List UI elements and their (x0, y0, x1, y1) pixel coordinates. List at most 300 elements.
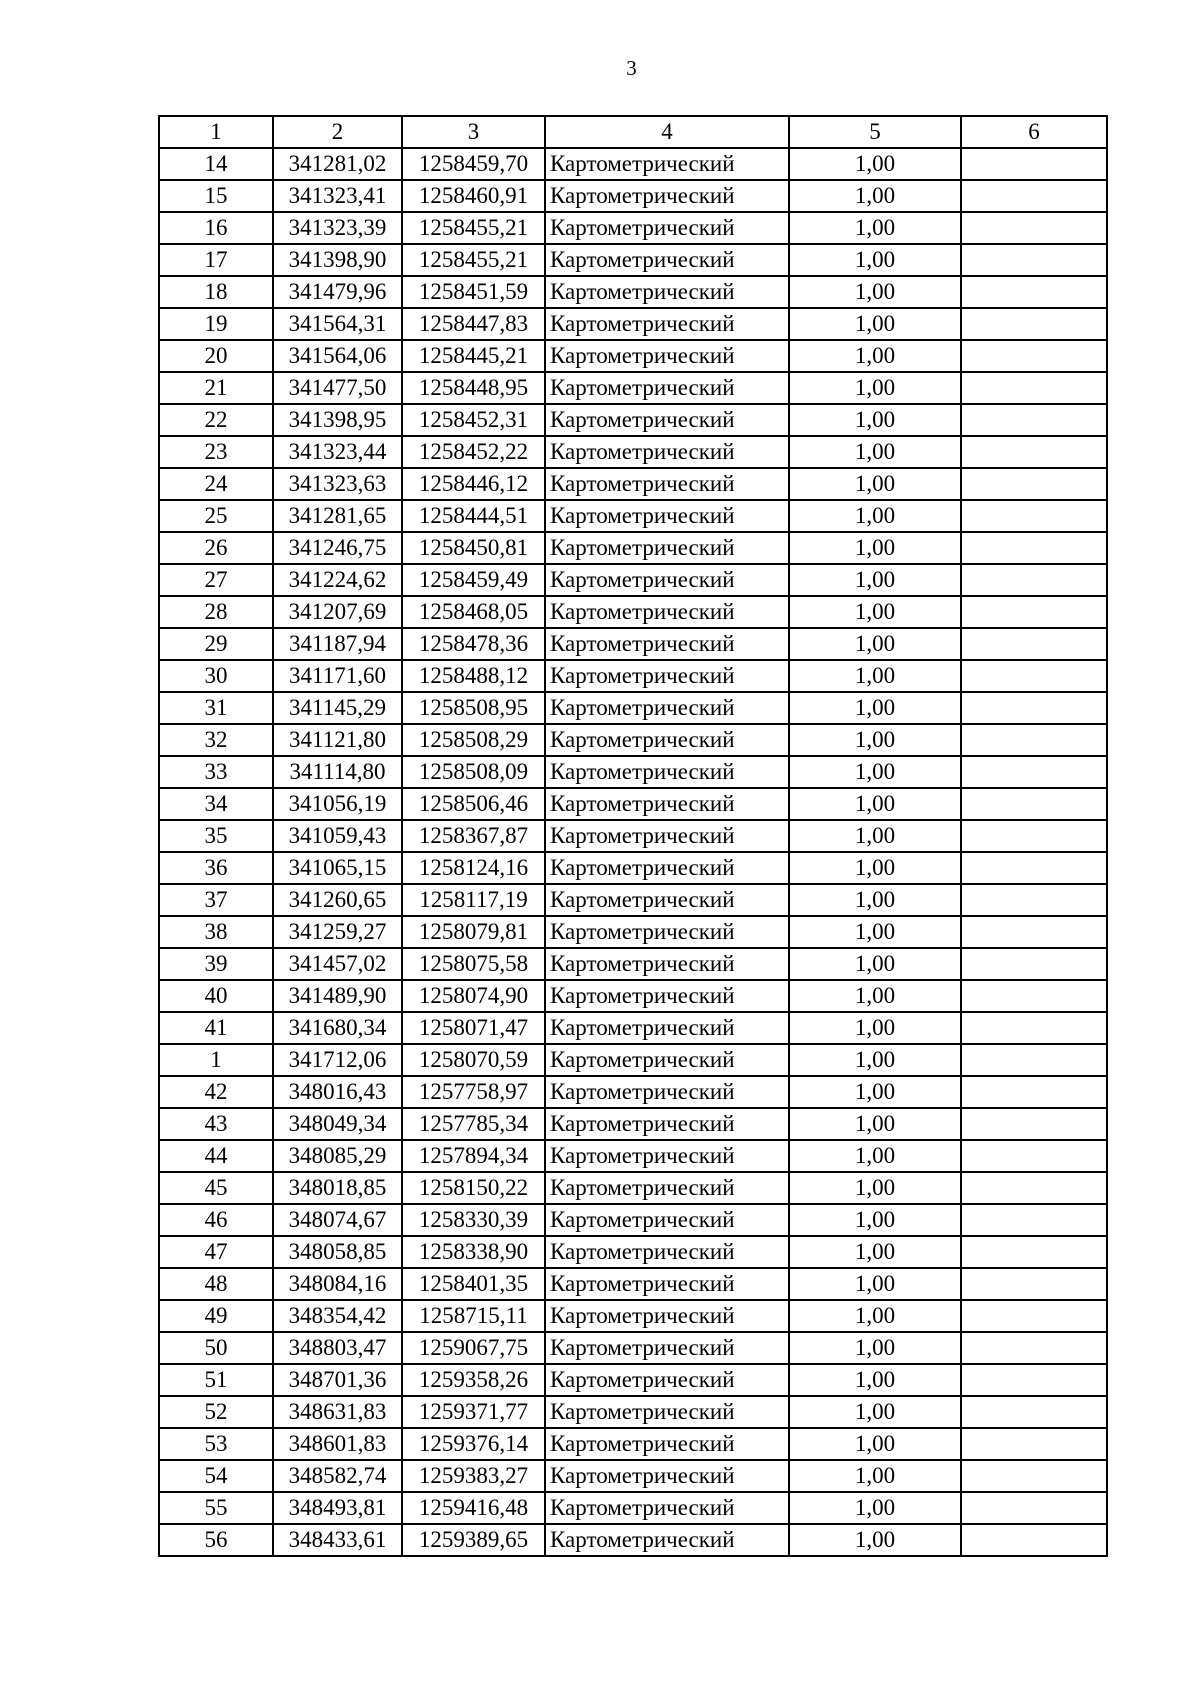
cell-x-coordinate: 341114,80 (273, 756, 402, 788)
cell-y-coordinate: 1258455,21 (402, 244, 545, 276)
table-row (159, 500, 1107, 532)
cell-method: Картометрический (545, 1076, 789, 1108)
table-row (159, 1076, 1107, 1108)
cell-method: Картометрический (545, 1460, 789, 1492)
cell-method: Картометрический (545, 148, 789, 180)
cell-x-coordinate: 341323,44 (273, 436, 402, 468)
cell-y-coordinate: 1258070,59 (402, 1044, 545, 1076)
cell-description (961, 1172, 1107, 1204)
cell-method: Картометрический (545, 596, 789, 628)
table-row (159, 1236, 1107, 1268)
table-row (159, 980, 1107, 1012)
cell-y-coordinate: 1258150,22 (402, 1172, 545, 1204)
cell-x-coordinate: 348493,81 (273, 1492, 402, 1524)
cell-accuracy: 1,00 (789, 1172, 961, 1204)
cell-x-coordinate: 348433,61 (273, 1524, 402, 1556)
cell-x-coordinate: 348803,47 (273, 1332, 402, 1364)
table-row (159, 1524, 1107, 1556)
cell-x-coordinate: 341457,02 (273, 948, 402, 980)
cell-method: Картометрический (545, 436, 789, 468)
cell-accuracy: 1,00 (789, 596, 961, 628)
table-row (159, 308, 1107, 340)
table-row (159, 1140, 1107, 1172)
cell-method: Картометрический (545, 980, 789, 1012)
cell-x-coordinate: 341281,02 (273, 148, 402, 180)
cell-point-number: 25 (159, 500, 273, 532)
cell-method: Картометрический (545, 1524, 789, 1556)
cell-method: Картометрический (545, 916, 789, 948)
cell-description (961, 212, 1107, 244)
cell-point-number: 48 (159, 1268, 273, 1300)
cell-method: Картометрический (545, 340, 789, 372)
cell-x-coordinate: 341281,65 (273, 500, 402, 532)
cell-method: Картометрический (545, 1364, 789, 1396)
cell-accuracy: 1,00 (789, 1236, 961, 1268)
cell-y-coordinate: 1258079,81 (402, 916, 545, 948)
cell-y-coordinate: 1258330,39 (402, 1204, 545, 1236)
cell-accuracy: 1,00 (789, 852, 961, 884)
cell-point-number: 39 (159, 948, 273, 980)
cell-y-coordinate: 1258459,70 (402, 148, 545, 180)
cell-point-number: 19 (159, 308, 273, 340)
table-row (159, 532, 1107, 564)
cell-method: Картометрический (545, 276, 789, 308)
cell-x-coordinate: 341477,50 (273, 372, 402, 404)
cell-description (961, 1236, 1107, 1268)
table-header-row (159, 116, 1107, 148)
cell-description (961, 1364, 1107, 1396)
cell-method: Картометрический (545, 500, 789, 532)
cell-y-coordinate: 1258459,49 (402, 564, 545, 596)
cell-method: Картометрический (545, 660, 789, 692)
coordinates-table (158, 115, 1108, 1557)
table-row (159, 788, 1107, 820)
cell-method: Картометрический (545, 852, 789, 884)
cell-method: Картометрический (545, 1268, 789, 1300)
cell-point-number: 17 (159, 244, 273, 276)
cell-accuracy: 1,00 (789, 532, 961, 564)
header-cell-accuracy: 5 (789, 116, 961, 148)
table-row (159, 1396, 1107, 1428)
cell-accuracy: 1,00 (789, 340, 961, 372)
cell-y-coordinate: 1258444,51 (402, 500, 545, 532)
cell-accuracy: 1,00 (789, 884, 961, 916)
cell-description (961, 1300, 1107, 1332)
cell-accuracy: 1,00 (789, 1108, 961, 1140)
cell-y-coordinate: 1259067,75 (402, 1332, 545, 1364)
cell-description (961, 980, 1107, 1012)
table-row (159, 628, 1107, 660)
table-row (159, 692, 1107, 724)
cell-y-coordinate: 1259389,65 (402, 1524, 545, 1556)
cell-accuracy: 1,00 (789, 1300, 961, 1332)
cell-accuracy: 1,00 (789, 948, 961, 980)
table-row (159, 1268, 1107, 1300)
cell-method: Картометрический (545, 756, 789, 788)
cell-method: Картометрический (545, 884, 789, 916)
cell-accuracy: 1,00 (789, 1012, 961, 1044)
cell-x-coordinate: 341259,27 (273, 916, 402, 948)
cell-point-number: 32 (159, 724, 273, 756)
cell-y-coordinate: 1257894,34 (402, 1140, 545, 1172)
cell-point-number: 36 (159, 852, 273, 884)
cell-x-coordinate: 341171,60 (273, 660, 402, 692)
cell-description (961, 404, 1107, 436)
cell-point-number: 31 (159, 692, 273, 724)
cell-point-number: 54 (159, 1460, 273, 1492)
cell-accuracy: 1,00 (789, 500, 961, 532)
cell-point-number: 46 (159, 1204, 273, 1236)
cell-accuracy: 1,00 (789, 660, 961, 692)
cell-point-number: 56 (159, 1524, 273, 1556)
cell-point-number: 28 (159, 596, 273, 628)
cell-accuracy: 1,00 (789, 1044, 961, 1076)
cell-point-number: 40 (159, 980, 273, 1012)
cell-y-coordinate: 1258452,31 (402, 404, 545, 436)
cell-x-coordinate: 341056,19 (273, 788, 402, 820)
table-row (159, 404, 1107, 436)
cell-y-coordinate: 1258117,19 (402, 884, 545, 916)
cell-y-coordinate: 1257785,34 (402, 1108, 545, 1140)
cell-method: Картометрический (545, 948, 789, 980)
cell-accuracy: 1,00 (789, 468, 961, 500)
cell-x-coordinate: 341121,80 (273, 724, 402, 756)
cell-description (961, 468, 1107, 500)
cell-description (961, 372, 1107, 404)
table-row (159, 852, 1107, 884)
cell-accuracy: 1,00 (789, 756, 961, 788)
table-row (159, 372, 1107, 404)
cell-description (961, 1524, 1107, 1556)
cell-point-number: 50 (159, 1332, 273, 1364)
table-row (159, 660, 1107, 692)
cell-description (961, 308, 1107, 340)
cell-y-coordinate: 1259371,77 (402, 1396, 545, 1428)
cell-method: Картометрический (545, 1492, 789, 1524)
cell-method: Картометрический (545, 788, 789, 820)
cell-description (961, 820, 1107, 852)
cell-description (961, 1044, 1107, 1076)
cell-description (961, 180, 1107, 212)
cell-x-coordinate: 341260,65 (273, 884, 402, 916)
cell-method: Картометрический (545, 1172, 789, 1204)
cell-point-number: 27 (159, 564, 273, 596)
cell-description (961, 1140, 1107, 1172)
cell-description (961, 1076, 1107, 1108)
table-row (159, 244, 1107, 276)
cell-point-number: 45 (159, 1172, 273, 1204)
cell-description (961, 660, 1107, 692)
cell-x-coordinate: 341479,96 (273, 276, 402, 308)
table-row (159, 180, 1107, 212)
cell-x-coordinate: 348354,42 (273, 1300, 402, 1332)
cell-x-coordinate: 348016,43 (273, 1076, 402, 1108)
cell-point-number: 53 (159, 1428, 273, 1460)
cell-method: Картометрический (545, 692, 789, 724)
cell-point-number: 37 (159, 884, 273, 916)
cell-y-coordinate: 1258075,58 (402, 948, 545, 980)
page-number: 3 (626, 56, 637, 80)
cell-description (961, 500, 1107, 532)
table-row (159, 1460, 1107, 1492)
cell-accuracy: 1,00 (789, 212, 961, 244)
cell-method: Картометрический (545, 308, 789, 340)
cell-x-coordinate: 341398,90 (273, 244, 402, 276)
cell-accuracy: 1,00 (789, 1268, 961, 1300)
cell-x-coordinate: 341207,69 (273, 596, 402, 628)
cell-y-coordinate: 1258446,12 (402, 468, 545, 500)
cell-method: Картометрический (545, 1012, 789, 1044)
cell-point-number: 41 (159, 1012, 273, 1044)
cell-y-coordinate: 1258508,95 (402, 692, 545, 724)
table-row (159, 564, 1107, 596)
cell-point-number: 52 (159, 1396, 273, 1428)
cell-y-coordinate: 1258450,81 (402, 532, 545, 564)
cell-point-number: 55 (159, 1492, 273, 1524)
cell-description (961, 244, 1107, 276)
cell-x-coordinate: 348701,36 (273, 1364, 402, 1396)
cell-method: Картометрический (545, 1332, 789, 1364)
cell-y-coordinate: 1258448,95 (402, 372, 545, 404)
cell-y-coordinate: 1259376,14 (402, 1428, 545, 1460)
cell-description (961, 276, 1107, 308)
cell-accuracy: 1,00 (789, 820, 961, 852)
cell-point-number: 47 (159, 1236, 273, 1268)
cell-description (961, 1428, 1107, 1460)
cell-method: Картометрический (545, 1396, 789, 1428)
cell-point-number: 18 (159, 276, 273, 308)
cell-method: Картометрический (545, 1236, 789, 1268)
header-cell-y-coordinate: 3 (402, 116, 545, 148)
cell-method: Картометрический (545, 724, 789, 756)
cell-x-coordinate: 341065,15 (273, 852, 402, 884)
cell-accuracy: 1,00 (789, 148, 961, 180)
cell-method: Картометрический (545, 468, 789, 500)
cell-x-coordinate: 348631,83 (273, 1396, 402, 1428)
cell-point-number: 33 (159, 756, 273, 788)
cell-point-number: 16 (159, 212, 273, 244)
table-row (159, 1332, 1107, 1364)
cell-x-coordinate: 341323,63 (273, 468, 402, 500)
cell-accuracy: 1,00 (789, 372, 961, 404)
cell-point-number: 14 (159, 148, 273, 180)
cell-y-coordinate: 1258124,16 (402, 852, 545, 884)
table-row (159, 1364, 1107, 1396)
table-row (159, 340, 1107, 372)
cell-description (961, 724, 1107, 756)
cell-y-coordinate: 1258074,90 (402, 980, 545, 1012)
cell-accuracy: 1,00 (789, 564, 961, 596)
table-row (159, 1108, 1107, 1140)
cell-accuracy: 1,00 (789, 916, 961, 948)
cell-point-number: 24 (159, 468, 273, 500)
cell-description (961, 1396, 1107, 1428)
cell-description (961, 564, 1107, 596)
header-cell-method: 4 (545, 116, 789, 148)
cell-x-coordinate: 348018,85 (273, 1172, 402, 1204)
cell-x-coordinate: 348074,67 (273, 1204, 402, 1236)
cell-description (961, 948, 1107, 980)
cell-point-number: 29 (159, 628, 273, 660)
cell-description (961, 884, 1107, 916)
cell-x-coordinate: 341398,95 (273, 404, 402, 436)
cell-accuracy: 1,00 (789, 724, 961, 756)
cell-x-coordinate: 341187,94 (273, 628, 402, 660)
cell-description (961, 692, 1107, 724)
cell-description (961, 628, 1107, 660)
cell-method: Картометрический (545, 404, 789, 436)
cell-method: Картометрический (545, 1108, 789, 1140)
cell-y-coordinate: 1258488,12 (402, 660, 545, 692)
table-row (159, 1044, 1107, 1076)
cell-description (961, 1204, 1107, 1236)
cell-point-number: 20 (159, 340, 273, 372)
cell-description (961, 532, 1107, 564)
cell-accuracy: 1,00 (789, 628, 961, 660)
cell-point-number: 23 (159, 436, 273, 468)
cell-y-coordinate: 1258478,36 (402, 628, 545, 660)
cell-x-coordinate: 341323,41 (273, 180, 402, 212)
cell-y-coordinate: 1258508,29 (402, 724, 545, 756)
cell-point-number: 38 (159, 916, 273, 948)
cell-accuracy: 1,00 (789, 436, 961, 468)
cell-description (961, 852, 1107, 884)
cell-y-coordinate: 1258451,59 (402, 276, 545, 308)
cell-method: Картометрический (545, 372, 789, 404)
cell-x-coordinate: 341059,43 (273, 820, 402, 852)
table-row (159, 596, 1107, 628)
table-row (159, 1012, 1107, 1044)
cell-method: Картометрический (545, 1428, 789, 1460)
table-row (159, 148, 1107, 180)
cell-method: Картометрический (545, 1044, 789, 1076)
cell-x-coordinate: 341489,90 (273, 980, 402, 1012)
cell-description (961, 788, 1107, 820)
cell-description (961, 436, 1107, 468)
cell-description (961, 1460, 1107, 1492)
cell-method: Картометрический (545, 532, 789, 564)
cell-x-coordinate: 341224,62 (273, 564, 402, 596)
cell-y-coordinate: 1258447,83 (402, 308, 545, 340)
header-cell-description: 6 (961, 116, 1107, 148)
cell-y-coordinate: 1258468,05 (402, 596, 545, 628)
header-cell-point-number: 1 (159, 116, 273, 148)
cell-x-coordinate: 348084,16 (273, 1268, 402, 1300)
cell-point-number: 21 (159, 372, 273, 404)
cell-accuracy: 1,00 (789, 1332, 961, 1364)
cell-y-coordinate: 1258460,91 (402, 180, 545, 212)
cell-x-coordinate: 341712,06 (273, 1044, 402, 1076)
cell-y-coordinate: 1258506,46 (402, 788, 545, 820)
cell-point-number: 44 (159, 1140, 273, 1172)
cell-point-number: 49 (159, 1300, 273, 1332)
cell-point-number: 34 (159, 788, 273, 820)
header-cell-x-coordinate: 2 (273, 116, 402, 148)
table-row (159, 884, 1107, 916)
cell-x-coordinate: 341680,34 (273, 1012, 402, 1044)
cell-y-coordinate: 1258452,22 (402, 436, 545, 468)
cell-description (961, 1332, 1107, 1364)
table-row (159, 948, 1107, 980)
cell-accuracy: 1,00 (789, 276, 961, 308)
cell-accuracy: 1,00 (789, 1524, 961, 1556)
cell-accuracy: 1,00 (789, 404, 961, 436)
cell-description (961, 1108, 1107, 1140)
table-row (159, 468, 1107, 500)
cell-point-number: 51 (159, 1364, 273, 1396)
cell-accuracy: 1,00 (789, 692, 961, 724)
cell-method: Картометрический (545, 628, 789, 660)
cell-description (961, 756, 1107, 788)
cell-y-coordinate: 1258508,09 (402, 756, 545, 788)
cell-x-coordinate: 348085,29 (273, 1140, 402, 1172)
cell-point-number: 15 (159, 180, 273, 212)
cell-description (961, 916, 1107, 948)
cell-x-coordinate: 341323,39 (273, 212, 402, 244)
table-row (159, 436, 1107, 468)
cell-x-coordinate: 341246,75 (273, 532, 402, 564)
cell-description (961, 148, 1107, 180)
cell-x-coordinate: 341564,31 (273, 308, 402, 340)
cell-accuracy: 1,00 (789, 1460, 961, 1492)
cell-description (961, 1492, 1107, 1524)
cell-y-coordinate: 1258338,90 (402, 1236, 545, 1268)
cell-method: Картометрический (545, 820, 789, 852)
cell-accuracy: 1,00 (789, 1204, 961, 1236)
coordinates-table-body (159, 116, 1107, 1556)
table-row (159, 820, 1107, 852)
cell-y-coordinate: 1259416,48 (402, 1492, 545, 1524)
cell-accuracy: 1,00 (789, 244, 961, 276)
cell-y-coordinate: 1258071,47 (402, 1012, 545, 1044)
cell-y-coordinate: 1257758,97 (402, 1076, 545, 1108)
cell-x-coordinate: 348058,85 (273, 1236, 402, 1268)
cell-x-coordinate: 341564,06 (273, 340, 402, 372)
cell-y-coordinate: 1258715,11 (402, 1300, 545, 1332)
cell-point-number: 26 (159, 532, 273, 564)
table-row (159, 756, 1107, 788)
table-row (159, 1300, 1107, 1332)
table-row (159, 916, 1107, 948)
cell-accuracy: 1,00 (789, 1364, 961, 1396)
cell-point-number: 35 (159, 820, 273, 852)
cell-y-coordinate: 1258445,21 (402, 340, 545, 372)
cell-accuracy: 1,00 (789, 788, 961, 820)
cell-point-number: 42 (159, 1076, 273, 1108)
cell-method: Картометрический (545, 564, 789, 596)
cell-y-coordinate: 1259358,26 (402, 1364, 545, 1396)
cell-method: Картометрический (545, 1300, 789, 1332)
table-row (159, 1172, 1107, 1204)
cell-description (961, 1012, 1107, 1044)
cell-method: Картометрический (545, 180, 789, 212)
table-row (159, 1492, 1107, 1524)
cell-y-coordinate: 1258455,21 (402, 212, 545, 244)
cell-y-coordinate: 1258401,35 (402, 1268, 545, 1300)
cell-accuracy: 1,00 (789, 180, 961, 212)
cell-accuracy: 1,00 (789, 1492, 961, 1524)
cell-accuracy: 1,00 (789, 1076, 961, 1108)
cell-method: Картометрический (545, 244, 789, 276)
cell-point-number: 22 (159, 404, 273, 436)
cell-point-number: 1 (159, 1044, 273, 1076)
cell-x-coordinate: 341145,29 (273, 692, 402, 724)
cell-x-coordinate: 348601,83 (273, 1428, 402, 1460)
cell-method: Картометрический (545, 212, 789, 244)
cell-x-coordinate: 348049,34 (273, 1108, 402, 1140)
cell-accuracy: 1,00 (789, 1428, 961, 1460)
table-row (159, 1428, 1107, 1460)
